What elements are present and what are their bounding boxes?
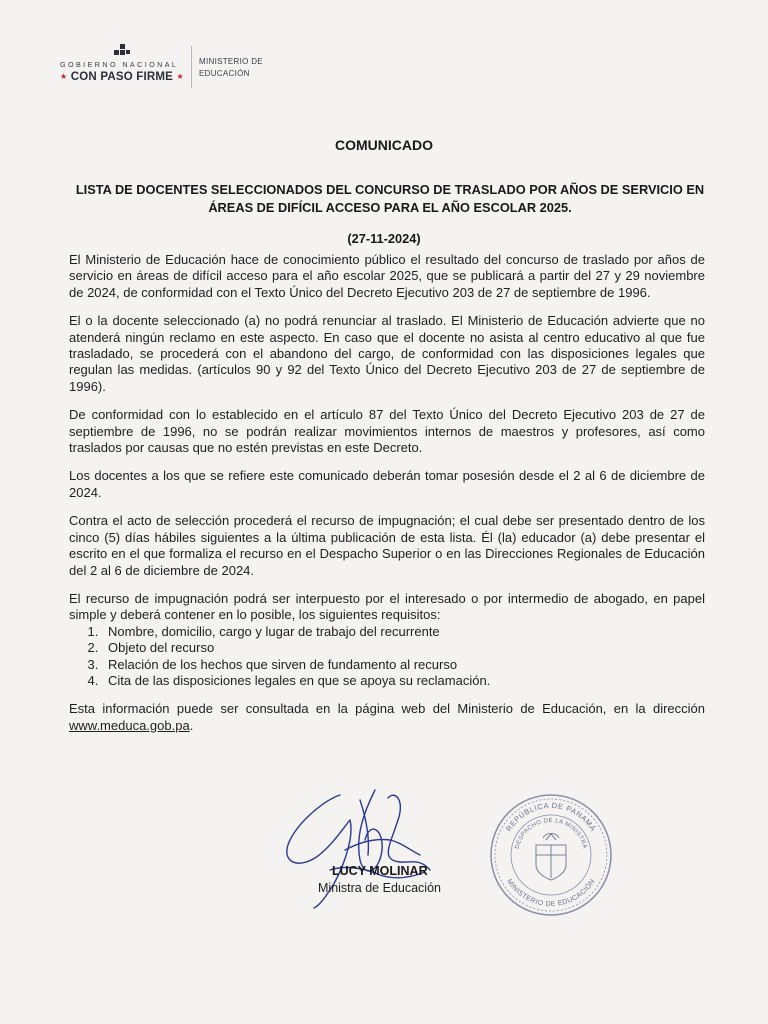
seal-bottom-text: MINISTERIO DE EDUCACIÓN <box>505 878 597 909</box>
gov-top-text: GOBIERNO NACIONAL <box>60 60 179 69</box>
list-item: 3. Relación de los hechos que sirven de fundamento al recurso <box>102 657 705 673</box>
handwritten-signature <box>270 780 450 920</box>
paragraph: El Ministerio de Educación hace de conocimiento público el resultado del concurso de traslado por años de servicio en áreas de difícil acceso para el año escolar 2025, que se publicará a partir del 27 y 29 noviembre de 2024, de conformidad con el Texto Único del Decreto Ejecutivo 203 de 27 de septiembre de 1996. <box>69 252 705 300</box>
paragraph: Contra el acto de selección procederá el recurso de impugnación; el cual debe ser presentado dentro de los cinco (5) días hábiles siguientes a la última publicación de esta lista. Él (la) educador (a) debe presentar el escrito en el que formaliza el recurso en el Despacho Superior o en las Direcciones Regionales de Educación del 2 al 6 de diciembre de 2024. <box>69 513 705 578</box>
document-title: COMUNICADO <box>335 137 433 153</box>
ministry-line-2: EDUCACIÓN <box>199 69 250 78</box>
svg-text:MINISTERIO DE EDUCACIÓN <box>505 878 596 908</box>
svg-text:REPÚBLICA DE PANAMÁ <box>504 801 598 833</box>
list-item: 2. Objeto del recurso <box>102 640 705 656</box>
list-item: 1. Nombre, domicilio, cargo y lugar de trabajo del recurrente <box>102 624 705 640</box>
gov-bottom-text <box>60 71 184 83</box>
paragraph: De conformidad con lo establecido en el artículo 87 del Texto Único del Decreto Ejecutivo 203 de 27 de septiembre de 1996, no se podrán realizar movimientos internos de maestros y profesores, así como traslados por causas que no estén previstas en este Decreto. <box>69 407 705 456</box>
closing-text: Esta información puede ser consultada en la página web del Ministerio de Educación, en la dirección <box>69 701 705 717</box>
star-icon: ★ <box>60 72 68 81</box>
star-icon: ★ <box>176 72 184 81</box>
closing-paragraph <box>69 701 705 734</box>
coat-of-arms-icon <box>536 834 566 881</box>
list-item: 4. Cita de las disposiciones legales en que se apoya su reclamación. <box>102 673 705 689</box>
signatory-name: LUCY MOLINAR <box>332 864 428 878</box>
logo-divider <box>191 46 192 88</box>
paragraph: El o la docente seleccionado (a) no podrá renunciar al traslado. El Ministerio de Educación advierte que no atenderá ningún reclamo en este aspecto. En caso que el docente no asista al centro educativo al que fue trasladado, se procederá con el abandono del cargo, de conformidad con las disposiciones legales que regulan las medidas. (artículos 90 y 92 del Texto Único del Decreto Ejecutivo 203 de 27 de septiembre de 1996). <box>69 313 705 394</box>
document-body <box>69 252 705 746</box>
ministry-line-1: MINISTERIO DE <box>199 57 263 66</box>
paragraph: El recurso de impugnación podrá ser interpuesto por el interesado o por intermedio de abogado, en papel simple y deberá contener en lo posible, los siguientes requisitos: <box>69 590 705 623</box>
document-date: (27-11-2024) <box>347 231 421 246</box>
document-subtitle: LISTA DE DOCENTES SELECCIONADOS DEL CONCURSO DE TRASLADO POR AÑOS DE SERVICIO EN ÁREAS DE DIFÍCIL ACCESO PARA EL AÑO ESCOLAR 2025. <box>75 182 705 215</box>
paragraph: Los docentes a los que se refiere este comunicado deberán tomar posesión desde el 2 al 6 de diciembre de 2024. <box>69 468 705 500</box>
ministerio-logo <box>199 56 263 80</box>
seal-outer-text: REPÚBLICA DE PANAMÁ <box>504 800 598 834</box>
logo-mark-icon <box>114 44 130 60</box>
signatory-title: Ministra de Educación <box>318 881 441 895</box>
seal-inner-text: DESPACHO DE LA MINISTRA <box>514 817 588 850</box>
official-seal <box>486 790 616 920</box>
website-link[interactable]: www.meduca.gob.pa <box>69 717 190 733</box>
gov-slogan: CON PASO FIRME <box>70 71 174 83</box>
closing-end: . <box>189 717 194 733</box>
requirements-list <box>69 624 705 690</box>
